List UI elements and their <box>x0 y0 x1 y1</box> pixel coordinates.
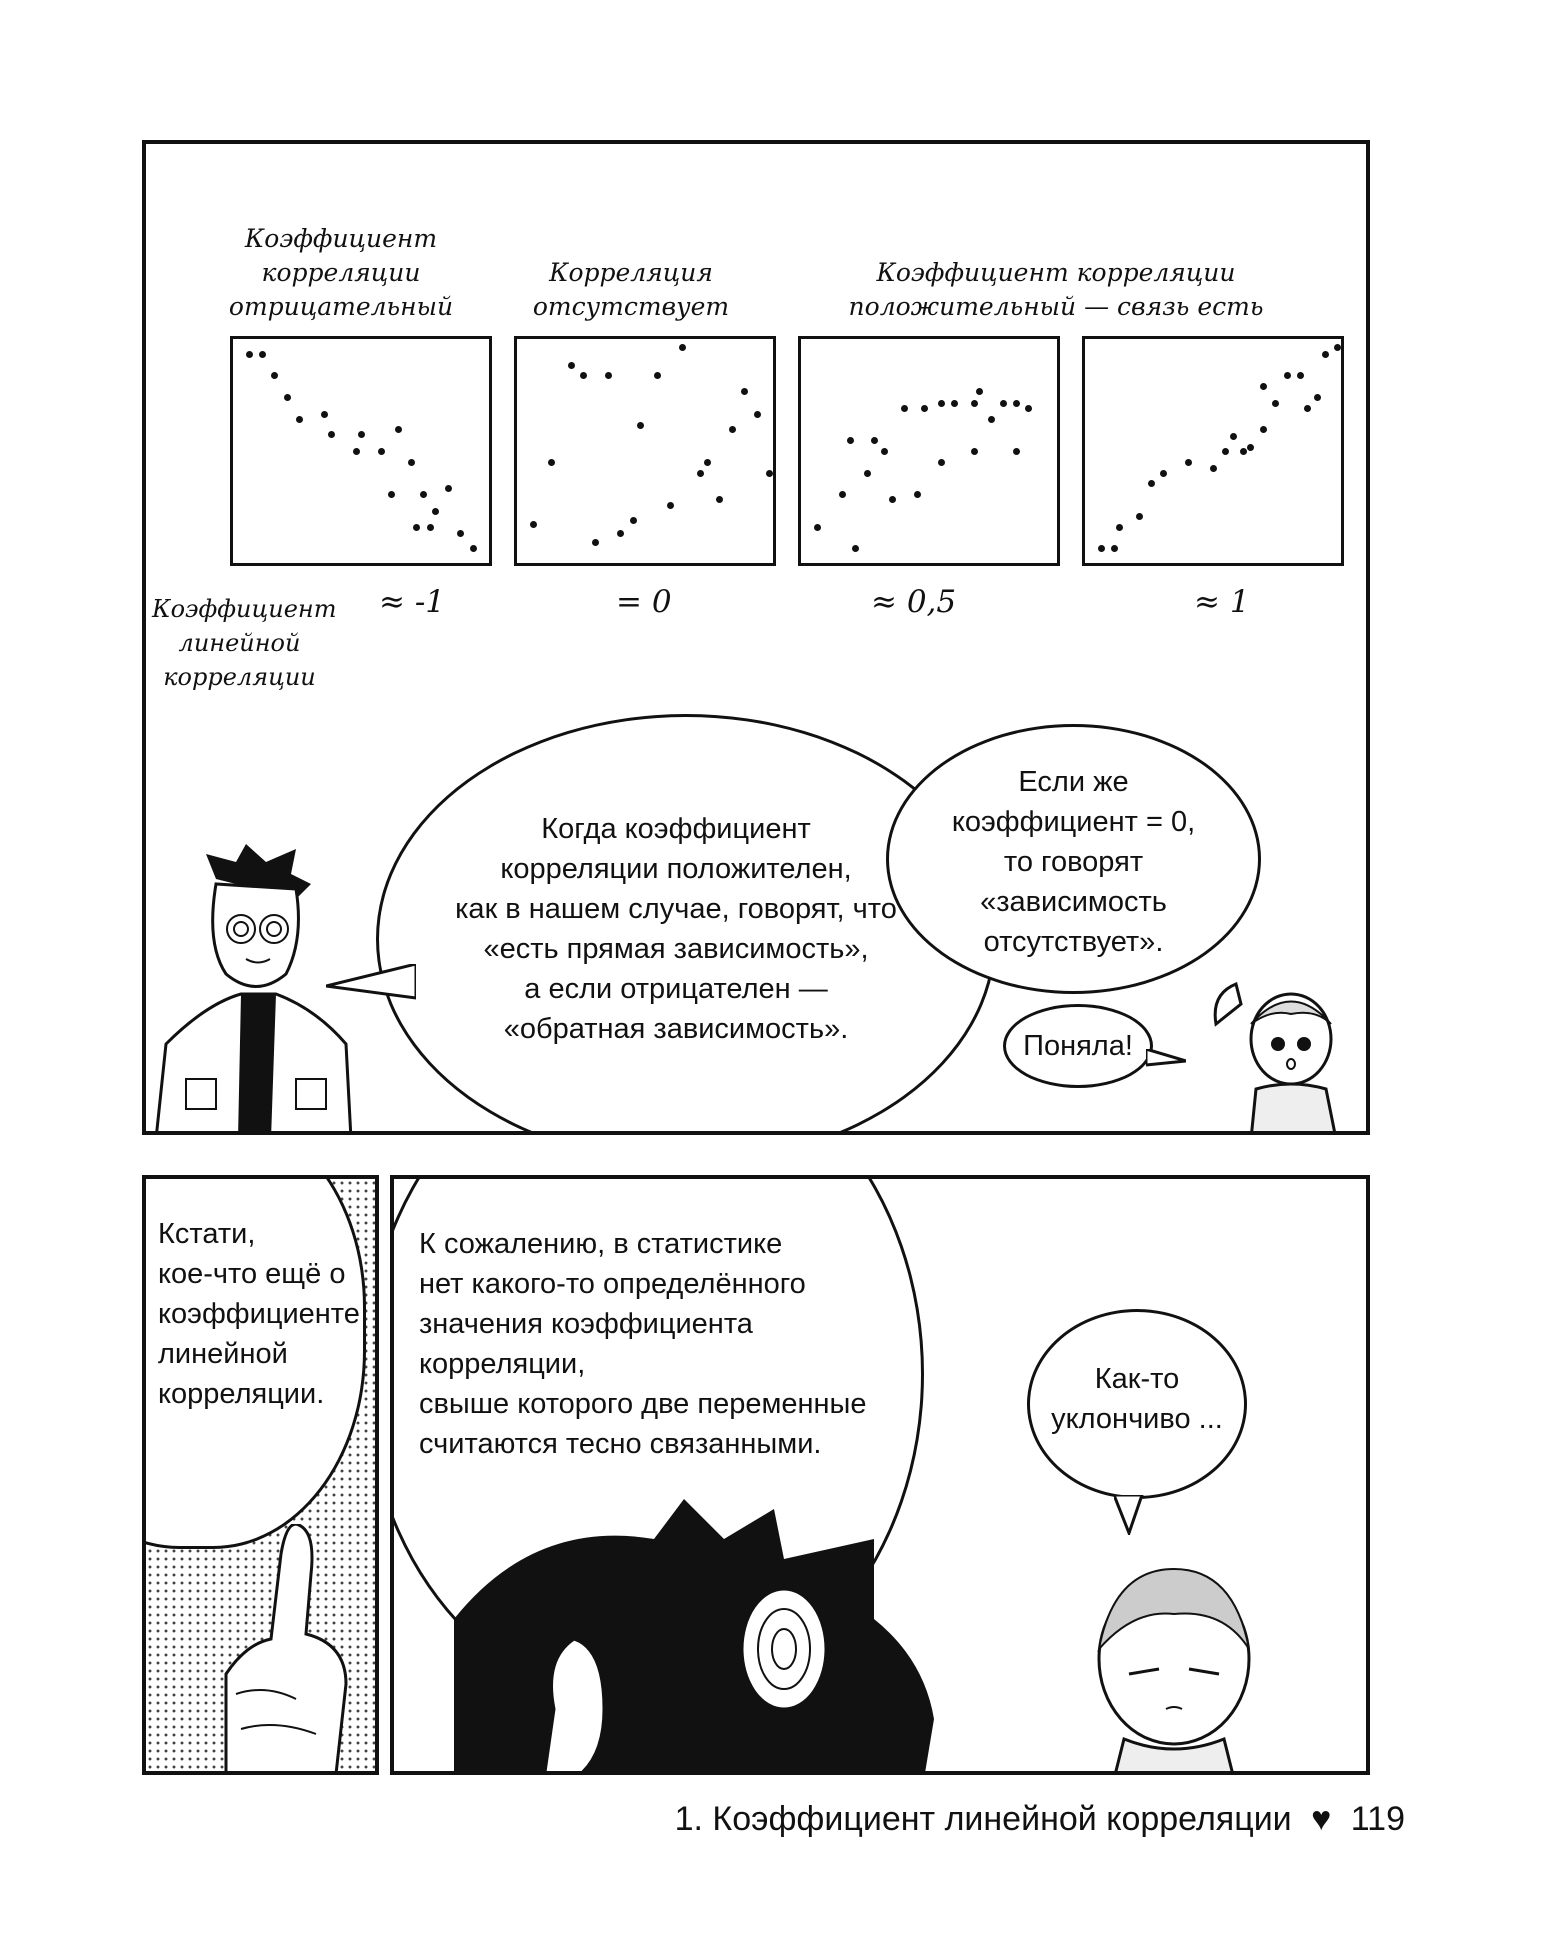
scatter-point <box>1116 524 1123 531</box>
scatter-point <box>889 496 896 503</box>
scatter-point <box>432 508 439 515</box>
man-head-closeup <box>454 1479 974 1775</box>
scatter-point <box>630 517 637 524</box>
scatter-point <box>408 459 415 466</box>
scatter-plot-half <box>798 336 1060 566</box>
bubble-left-text: Когда коэффициент корреляции положителен, как в нашем случае, говорят, что «есть прямая зависимость», а если отрицателен — «обратная зависимость». <box>455 813 897 1045</box>
scatter-point <box>1185 459 1192 466</box>
scatter-point <box>1334 344 1341 351</box>
scatter-point <box>1260 426 1267 433</box>
scatter-point <box>1148 480 1155 487</box>
scatter-point <box>1013 448 1020 455</box>
girl-character <box>1196 979 1366 1135</box>
scatter-point <box>568 362 575 369</box>
scatter-point <box>321 411 328 418</box>
coef-zero: = 0 <box>616 584 672 620</box>
scatter-point <box>754 411 761 418</box>
row-label: Коэффициент линейной корреляции <box>152 595 337 691</box>
scatter-point <box>1297 372 1304 379</box>
scatter-point <box>1240 448 1247 455</box>
coef-half: ≈ 0,5 <box>871 584 957 620</box>
scatter-point <box>296 416 303 423</box>
coef-one: ≈ 1 <box>1194 584 1250 620</box>
scatter-point <box>988 416 995 423</box>
scatter-point <box>1000 400 1007 407</box>
scatter-point <box>938 459 945 466</box>
scatter-plot-one <box>1082 336 1344 566</box>
page-number: 119 <box>1350 1800 1405 1838</box>
scatter-point <box>592 539 599 546</box>
scatter-point <box>388 491 395 498</box>
scatter-point <box>580 372 587 379</box>
scatter-point <box>1230 433 1237 440</box>
scatter-point <box>605 372 612 379</box>
chapter-title: 1. Коэффициент линейной корреляции <box>674 1800 1292 1838</box>
scatter-point <box>284 394 291 401</box>
girl-face-closeup <box>1074 1549 1274 1775</box>
scatter-point <box>1013 400 1020 407</box>
label-none: Корреляция отсутствует <box>532 258 730 321</box>
scatter-point <box>741 388 748 395</box>
scatter-point <box>667 502 674 509</box>
main-bubble-text: К сожалению, в статистике нет какого-то определённого значения коэффициента корреляции, свыше которого две переменные считаются тесно связанными. <box>419 1228 867 1460</box>
scatter-point <box>1272 400 1279 407</box>
speech-tail-uklonchivo <box>1114 1495 1144 1535</box>
scatter-point <box>976 388 983 395</box>
scatter-point <box>358 431 365 438</box>
scatter-point <box>1247 444 1254 451</box>
scatter-point <box>530 521 537 528</box>
label-negative: Коэффициент корреляции отрицательный <box>228 224 454 321</box>
scatter-point <box>847 437 854 444</box>
scatter-point <box>353 448 360 455</box>
scatter-point <box>1160 470 1167 477</box>
scatter-point <box>971 400 978 407</box>
scatter-point <box>457 530 464 537</box>
pointing-hand <box>206 1524 356 1774</box>
scatter-point <box>637 422 644 429</box>
scatter-point <box>1304 405 1311 412</box>
scatter-point <box>901 405 908 412</box>
scatter-point <box>1098 545 1105 552</box>
man-character <box>146 844 376 1135</box>
scatter-point <box>971 448 978 455</box>
scatter-point <box>729 426 736 433</box>
uklonchivo-text: Как-то уклончиво ... <box>1051 1363 1223 1435</box>
scatter-point <box>1322 351 1329 358</box>
scatter-point <box>1025 405 1032 412</box>
scatter-point <box>427 524 434 531</box>
scatter-point <box>871 437 878 444</box>
glasses-spiral-icon <box>742 1589 826 1709</box>
bottom-right-panel <box>390 1175 1370 1775</box>
scatter-point <box>814 524 821 531</box>
scatter-point <box>839 491 846 498</box>
scatter-point <box>852 545 859 552</box>
scatter-point <box>1314 394 1321 401</box>
bubble-right-text: Если же коэффициент = 0, то говорят «зависимость отсутствует». <box>951 766 1196 958</box>
scatter-point <box>246 351 253 358</box>
scatter-point <box>445 485 452 492</box>
coef-negative: ≈ -1 <box>379 584 446 620</box>
scatter-point <box>548 459 555 466</box>
scatter-point <box>679 344 686 351</box>
scatter-point <box>378 448 385 455</box>
scatter-plot-negative <box>230 336 492 566</box>
scatter-point <box>1111 545 1118 552</box>
top-panel <box>142 140 1370 1135</box>
label-positive: Коэффициент корреляции положительный — связь есть <box>848 258 1264 321</box>
bubble-small-text: Поняла! <box>1023 1030 1133 1062</box>
bottom-left-panel <box>142 1175 379 1775</box>
scatter-point <box>470 545 477 552</box>
scatter-point <box>716 496 723 503</box>
scatter-point <box>259 351 266 358</box>
kstati-text: Кстати, кое-что ещё о коэффициенте линейной корреляции. <box>158 1218 360 1410</box>
scatter-point <box>271 372 278 379</box>
page-footer <box>665 1800 1405 1839</box>
scatter-point <box>654 372 661 379</box>
scatter-point <box>766 470 773 477</box>
scatter-point <box>420 491 427 498</box>
scatter-point <box>1284 372 1291 379</box>
scatter-point <box>413 524 420 531</box>
scatter-point <box>704 459 711 466</box>
scatter-point <box>938 400 945 407</box>
scatter-point <box>951 400 958 407</box>
scatter-point <box>1222 448 1229 455</box>
scatter-plot-zero <box>514 336 776 566</box>
scatter-point <box>617 530 624 537</box>
scatter-point <box>1136 513 1143 520</box>
scatter-point <box>881 448 888 455</box>
scatter-point <box>1260 383 1267 390</box>
scatter-point <box>914 491 921 498</box>
scatter-point <box>697 470 704 477</box>
heart-icon: ♥ <box>1311 1800 1332 1838</box>
scatter-point <box>328 431 335 438</box>
scatter-point <box>1210 465 1217 472</box>
scatter-point <box>864 470 871 477</box>
scatter-point <box>395 426 402 433</box>
scatter-point <box>921 405 928 412</box>
